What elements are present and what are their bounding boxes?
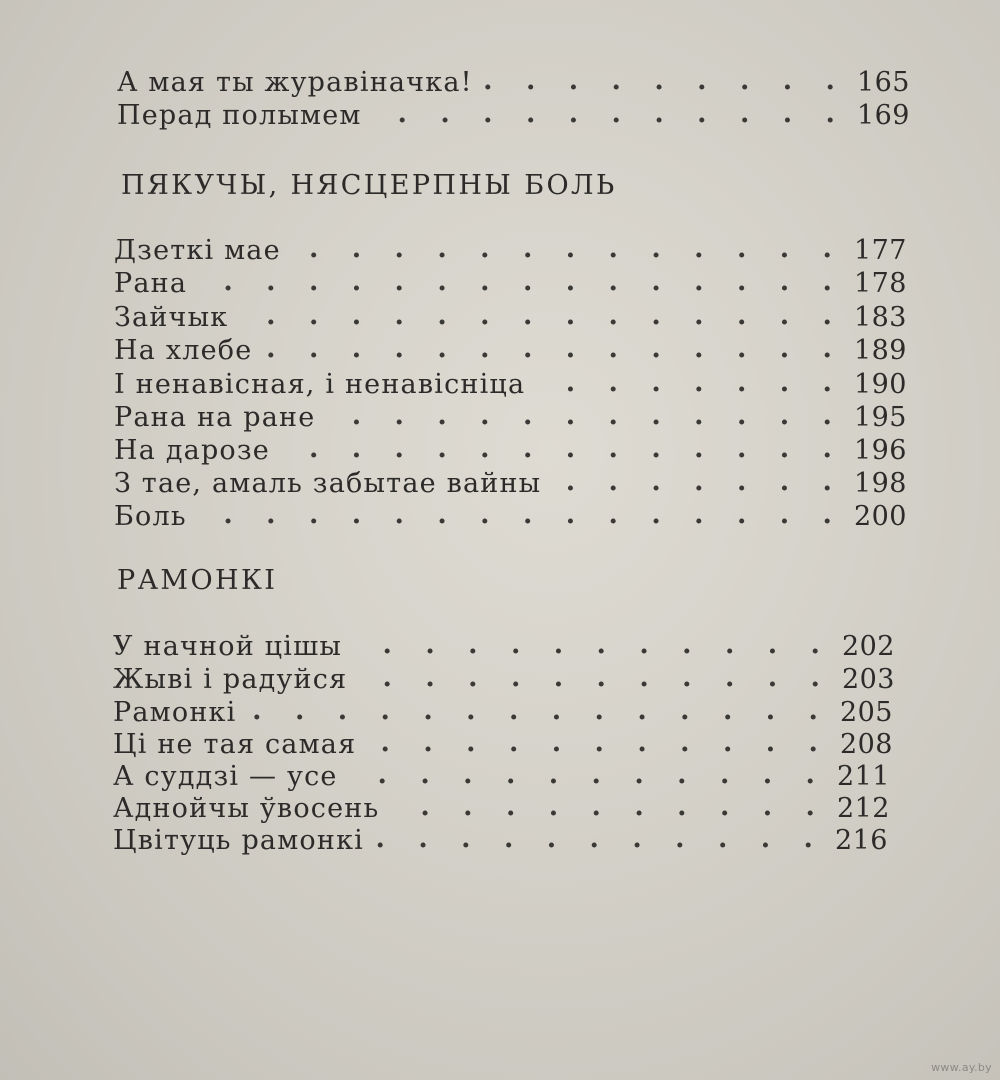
toc-entry bbox=[113, 724, 893, 758]
dot-leader bbox=[481, 62, 847, 96]
toc-entry-title: Перад полымем bbox=[117, 100, 362, 131]
toc-entry-page: 177 bbox=[853, 235, 907, 266]
toc-entry-title: Дзеткі мае bbox=[114, 235, 281, 266]
dot-leader bbox=[278, 430, 844, 464]
toc-entry-title: У начной цішы bbox=[113, 631, 343, 662]
toc-entry-title: Зайчык bbox=[114, 302, 229, 333]
dot-leader bbox=[549, 463, 844, 497]
toc-entry bbox=[114, 263, 907, 297]
toc-entry-page: 203 bbox=[841, 664, 895, 695]
dot-leader bbox=[372, 820, 825, 854]
dot-leader bbox=[346, 756, 827, 790]
toc-entry bbox=[113, 788, 890, 822]
toc-entry-page: 196 bbox=[853, 435, 907, 466]
toc-entry-page: 190 bbox=[853, 369, 907, 400]
toc-entry-page: 211 bbox=[836, 761, 890, 792]
dot-leader bbox=[387, 788, 827, 822]
dot-leader bbox=[533, 364, 844, 398]
toc-entry-page: 198 bbox=[853, 468, 907, 499]
toc-entry-title: Рана на ране bbox=[114, 402, 316, 433]
toc-entry bbox=[114, 230, 907, 264]
toc-entry-title: А суддзі — усе bbox=[113, 761, 338, 792]
toc-entry-page: 216 bbox=[834, 825, 888, 856]
toc-entry bbox=[117, 95, 910, 129]
toc-entry bbox=[114, 430, 907, 464]
toc-entry-title: Боль bbox=[114, 501, 187, 532]
section-heading: РАМОНКІ bbox=[117, 565, 278, 596]
toc-entry-page: 169 bbox=[856, 100, 910, 131]
toc-entry-title: Рана bbox=[114, 268, 188, 299]
toc-entry bbox=[114, 463, 907, 497]
toc-entry-page: 202 bbox=[841, 631, 895, 662]
toc-entry bbox=[113, 692, 893, 726]
toc-entry-title: А мая ты журавіначка! bbox=[117, 67, 473, 98]
dot-leader bbox=[323, 397, 844, 431]
toc-entry-title: З тае, амаль забытае вайны bbox=[114, 468, 542, 499]
toc-entry-page: 212 bbox=[836, 793, 890, 824]
toc-entry-title: Рамонкі bbox=[113, 697, 237, 728]
section-heading: ПЯКУЧЫ, НЯСЦЕРПНЫ БОЛЬ bbox=[121, 170, 617, 201]
toc-entry-title: Цвітуць рамонкі bbox=[113, 825, 364, 856]
toc-entry-page: 183 bbox=[853, 302, 907, 333]
toc-entry-page: 205 bbox=[839, 697, 893, 728]
toc-entry-page: 208 bbox=[839, 729, 893, 760]
toc-entry-title: Аднойчы ўвосень bbox=[113, 793, 380, 824]
toc-entry-title: І ненавісная, і ненавісніца bbox=[114, 369, 526, 400]
toc-entry-page: 189 bbox=[853, 335, 907, 366]
dot-leader bbox=[195, 263, 844, 297]
toc-entry-page: 178 bbox=[853, 268, 907, 299]
dot-leader bbox=[350, 626, 832, 660]
toc-entry bbox=[114, 364, 907, 398]
watermark: www.ay.by bbox=[931, 1061, 992, 1074]
toc-entry-page: 200 bbox=[853, 501, 907, 532]
toc-entry bbox=[114, 397, 907, 431]
toc-entry bbox=[114, 297, 907, 331]
dot-leader bbox=[195, 496, 844, 530]
dot-leader bbox=[244, 692, 830, 726]
toc-entry bbox=[113, 659, 895, 693]
toc-entry bbox=[114, 496, 907, 530]
toc-entry-title: Жыві і радуйся bbox=[113, 664, 348, 695]
toc-entry-title: На дарозе bbox=[114, 435, 270, 466]
dot-leader bbox=[260, 330, 844, 364]
toc-entry bbox=[113, 626, 895, 660]
toc-entry bbox=[113, 820, 888, 854]
toc-entry bbox=[113, 756, 890, 790]
dot-leader bbox=[355, 659, 832, 693]
toc-entry bbox=[114, 330, 907, 364]
dot-leader bbox=[364, 724, 830, 758]
dot-leader bbox=[236, 297, 844, 331]
dot-leader bbox=[289, 230, 844, 264]
dot-leader bbox=[370, 95, 847, 129]
toc-entry-title: На хлебе bbox=[114, 335, 253, 366]
toc-entry-title: Ці не тая самая bbox=[113, 729, 357, 760]
toc-entry bbox=[117, 62, 910, 96]
toc-entry-page: 165 bbox=[856, 67, 910, 98]
toc-entry-page: 195 bbox=[853, 402, 907, 433]
